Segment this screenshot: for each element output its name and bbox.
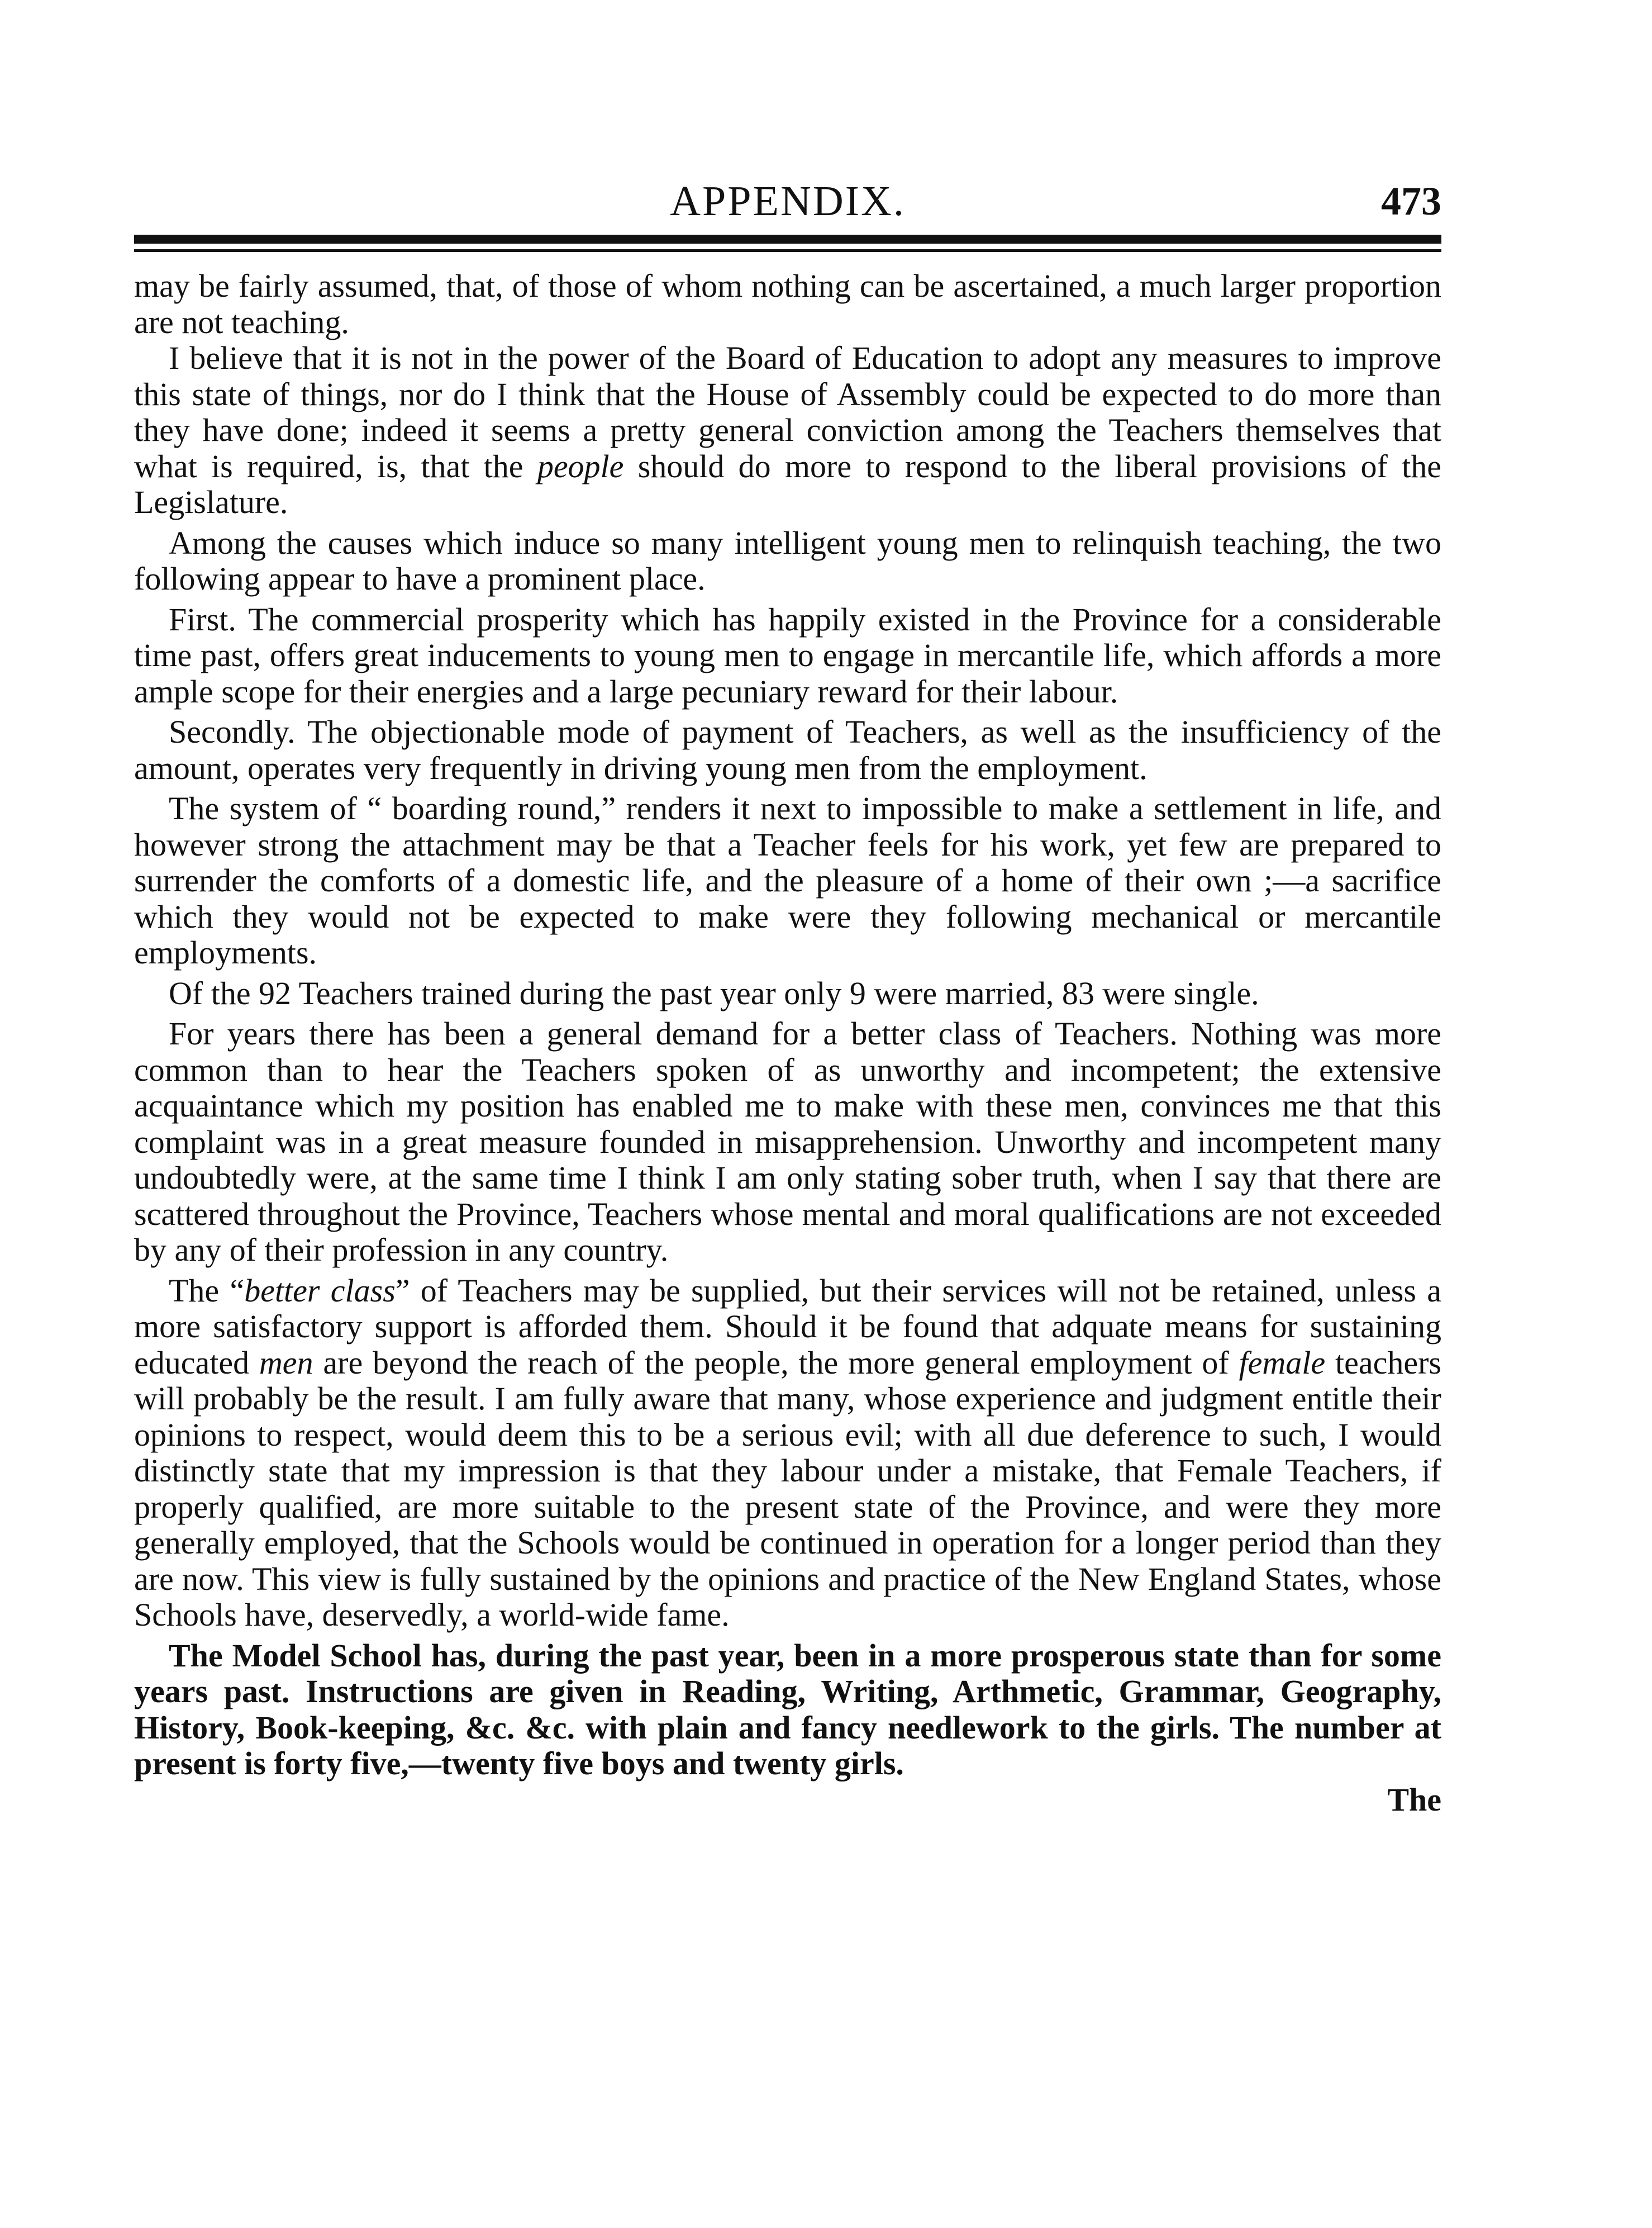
paragraph-6: The system of “ boarding round,” renders it next to impossible to make a settlement in life, and however strong the attachment may be that a Teacher feels for his work, yet few are prepared to surrender the comforts of a domestic life, and the pleasure of a home of their own ;—a sacrifice which they would not be expected to make were they following mechanical or mercantile employments. [134, 790, 1441, 971]
paragraph-9-emphasis-3: female [1239, 1344, 1326, 1381]
paragraph-2 [134, 340, 1441, 521]
paragraph-1: may be fairly assumed, that, of those of whom nothing can be ascertained, a much larger proportion are not teaching. [134, 268, 1441, 340]
paragraph-5: Secondly. The objectionable mode of payment of Teachers, as well as the insufficiency of the amount, operates very frequently in driving young men from the employment. [134, 714, 1441, 786]
header-title: APPENDIX. [670, 178, 906, 225]
paragraph-3: Among the causes which induce so many intelligent young men to relinquish teaching, the two following appear to have a prominent place. [134, 524, 1441, 597]
paragraph-8: For years there has been a general demand for a better class of Teachers. Nothing was more common than to hear the Teachers spoken of as unworthy and incompetent; the extensive acquaintance which my position has enabled me to make with these men, convinces me that this complaint was in a great measure founded in misapprehension. Unworthy and incompetent many undoubtedly were, at the same time I think I am only stating sober truth, when I say that there are scattered throughout the Province, Teachers whose mental and moral qualifications are not exceeded by any of their profession in any country. [134, 1015, 1441, 1268]
paragraph-2-part-2: should do more to respond to the liberal provisions of the Legislature. [134, 448, 1441, 520]
catchword: The [1387, 1781, 1441, 1818]
running-header [134, 173, 1441, 229]
body-text [134, 268, 1441, 1818]
header-rule-thin [134, 249, 1441, 252]
header-rule-thick [134, 235, 1441, 244]
paragraph-9 [134, 1273, 1441, 1633]
paragraph-9-part-4: teachers will probably be the result. I am fully aware that many, whose experience and judgment entitle their opinions to respect, would deem this to be a serious evil; with all due deference to such, I would distinctly state that my impression is that they labour under a mistake, that Female Teachers, if properly qualified, are more suitable to the present state of the Province, and were they more generally employed, that the Schools would be continued in operation for a longer period than they are now. This view is fully sustained by the opinions and practice of the New England States, whose Schools have, deservedly, a world-wide fame. [134, 1344, 1441, 1633]
paragraph-10: The Model School has, during the past year, been in a more prosperous state than for some years past. Instructions are given in Reading, Writing, Arthmetic, Grammar, Geography, History, Book-keeping, &c. &c. with plain and fancy needlework to the girls. The number at present is forty five,—twenty five boys and twenty girls. [134, 1637, 1441, 1782]
paragraph-2-emphasis: people [537, 448, 624, 484]
paragraph-9-emphasis-2: men [259, 1344, 313, 1381]
paragraph-9-part-2: ” of Teachers may be supplied, but their services will not be retained, unless a more satisfactory support is afforded them. Should it be found that adquate means for sustaining educated [134, 1272, 1441, 1381]
page-number: 473 [1381, 179, 1441, 224]
paragraph-2-part-1: I believe that it is not in the power of the Board of Education to adopt any measures to improve this state of things, nor do I think that the House of Assembly could be expected to do more than they have done; indeed it seems a pretty general conviction among the Teachers themselves that what is required, is, that the [134, 340, 1441, 484]
paragraph-4: First. The commercial prosperity which has happily existed in the Province for a considerable time past, offers great inducements to young men to engage in mercantile life, which affords a more ample scope for their energies and a large pecuniary reward for their labour. [134, 601, 1441, 710]
paragraph-9-part-3: are beyond the reach of the people, the more general employment of [313, 1344, 1239, 1381]
paragraph-7: Of the 92 Teachers trained during the past year only 9 were married, 83 were single. [169, 975, 1259, 1011]
paragraph-9-part-1: The “ [169, 1272, 245, 1309]
paragraph-9-emphasis-1: better class [244, 1272, 396, 1309]
